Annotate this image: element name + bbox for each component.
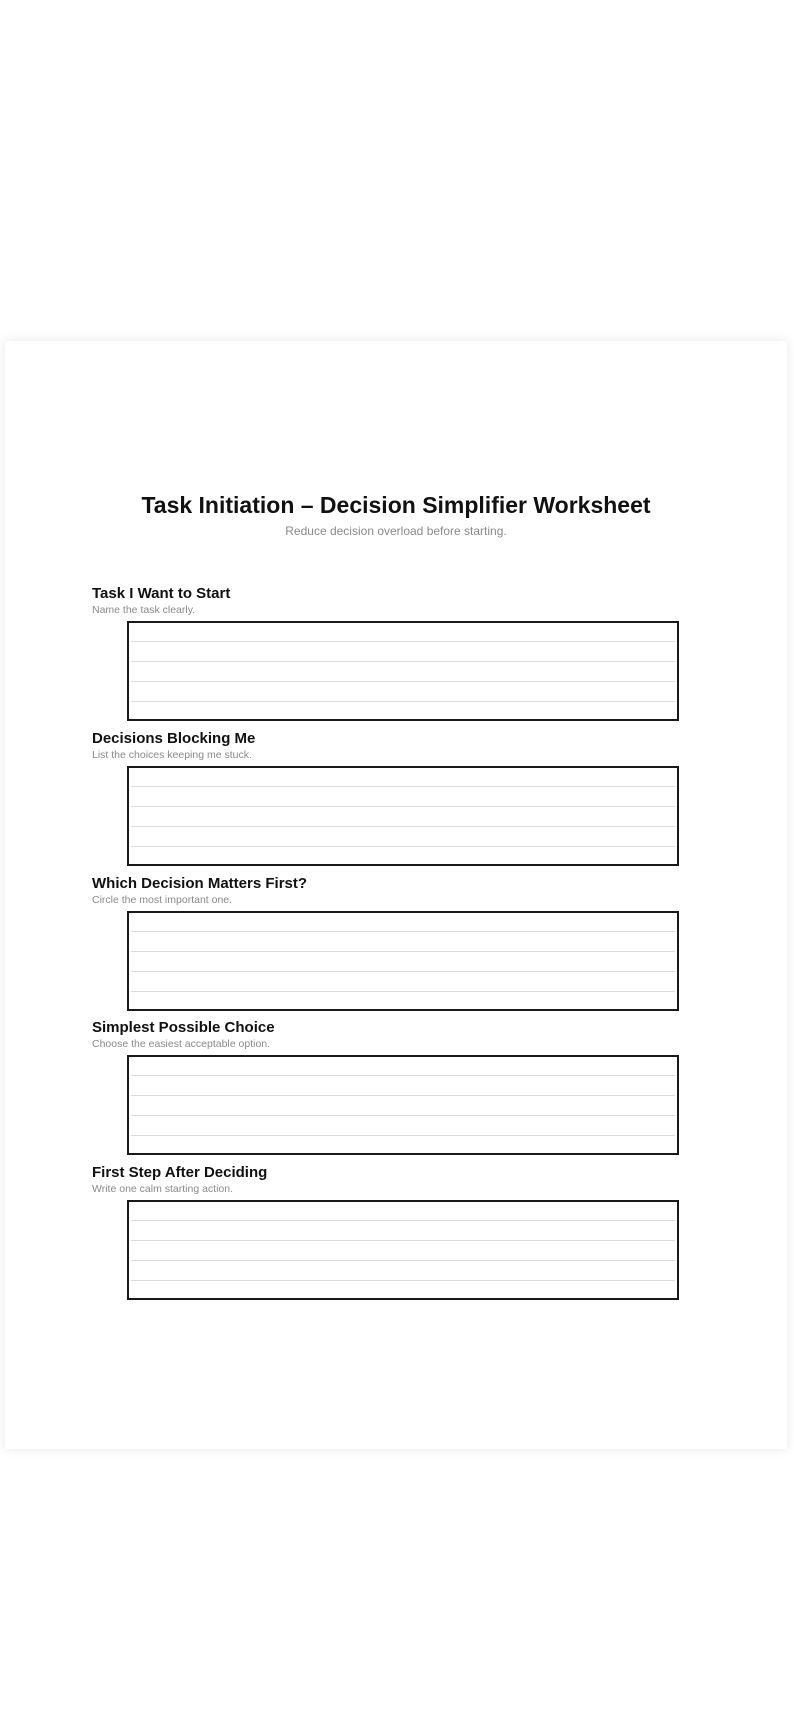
writing-line [131,1115,675,1116]
writing-line [131,991,675,992]
section-hint: List the choices keeping me stuck. [92,749,252,761]
answer-box[interactable] [127,621,679,721]
writing-line [131,661,675,662]
section-decisions [92,730,692,762]
section-title: Simplest Possible Choice [92,1019,275,1036]
writing-line [131,951,675,952]
writing-line [131,1135,675,1136]
writing-line [131,931,675,932]
writing-line [131,641,675,642]
section-hint: Write one calm starting action. [92,1183,234,1195]
writing-line [131,786,675,787]
writing-line [131,1075,675,1076]
section-simplest-choice [92,1019,692,1051]
writing-line [131,971,675,972]
section-priority [92,875,692,907]
answer-box[interactable] [127,1200,679,1300]
writing-line [131,1280,675,1281]
worksheet-page [5,341,787,1449]
section-hint: Choose the easiest acceptable option. [92,1038,271,1050]
worksheet-subtitle: Reduce decision overload before starting. [285,524,507,538]
section-first-step [92,1164,692,1196]
writing-line [131,1095,675,1096]
section-title: Which Decision Matters First? [92,875,308,892]
writing-line [131,806,675,807]
worksheet-title: Task Initiation – Decision Simplifier Worksheet [141,492,651,518]
writing-line [131,1240,675,1241]
writing-line [131,1220,675,1221]
section-title: Decisions Blocking Me [92,730,256,747]
answer-box[interactable] [127,1055,679,1155]
section-title: First Step After Deciding [92,1164,268,1181]
section-hint: Circle the most important one. [92,894,233,906]
section-hint: Name the task clearly. [92,604,196,616]
writing-line [131,1260,675,1261]
writing-line [131,701,675,702]
writing-line [131,826,675,827]
answer-box[interactable] [127,766,679,866]
answer-box[interactable] [127,911,679,1011]
writing-line [131,846,675,847]
section-title: Task I Want to Start [92,585,231,602]
section-task [92,585,692,617]
writing-line [131,681,675,682]
